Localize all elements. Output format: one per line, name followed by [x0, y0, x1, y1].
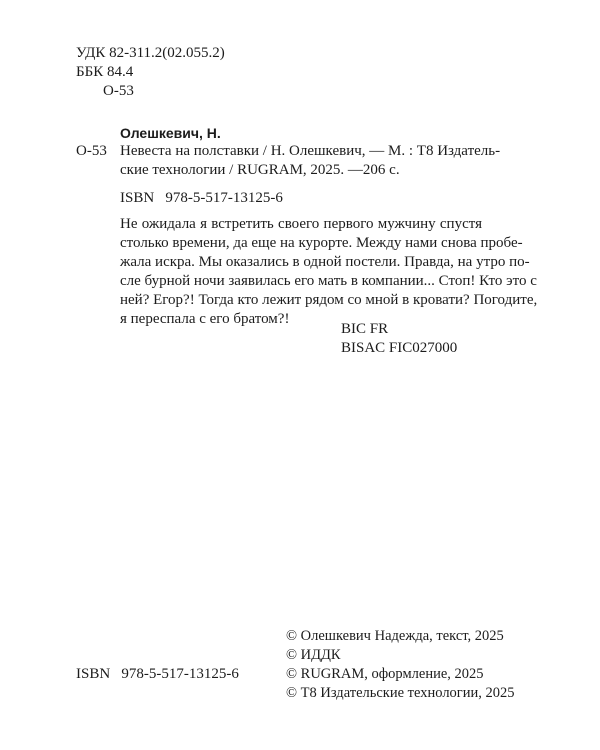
bisac-code: BISAC FIC027000: [341, 340, 458, 356]
copyright-block: [286, 627, 515, 703]
isbn-top: ISBN 978-5-517-13125-6: [120, 190, 283, 206]
annotation-line: сле бурной ночи заявилась его мать в компании... Стоп! Кто это с: [120, 273, 537, 289]
bbk-code: ББК 84.4: [76, 64, 134, 80]
record-line-1: Невеста на полставки / Н. Олешкевич, — М. : Т8 Издатель-: [120, 143, 501, 159]
record-author-mark: О-53: [76, 143, 107, 159]
annotation-line: Не ожидала я встретить своего первого мужчину спустя: [120, 216, 482, 232]
bic-code: BIC FR: [341, 321, 389, 337]
copyright-line: © ИДДК: [286, 647, 341, 663]
annotation-line: ней? Егор?! Тогда кто лежит рядом со мной в кровати? Погодите,: [120, 292, 538, 308]
annotation-line: столько времени, да еще на курорте. Между нами снова пробе-: [120, 235, 523, 251]
copyright-line: © Олешкевич Надежда, текст, 2025: [286, 628, 504, 644]
annotation: [120, 215, 538, 329]
udk-code: УДК 82-311.2(02.055.2): [76, 45, 225, 61]
annotation-line: я переспала с его братом?!: [120, 311, 290, 327]
copyright-line: © Т8 Издательские технологии, 2025: [286, 685, 515, 701]
copyright-line: © RUGRAM, оформление, 2025: [286, 666, 484, 682]
author-mark: О-53: [103, 83, 134, 99]
annotation-line: жала искра. Мы оказались в одной постели. Правда, на утро по-: [120, 254, 530, 270]
author-heading: Олешкевич, Н.: [120, 125, 221, 141]
record-line-2: ские технологии / RUGRAM, 2025. —206 с.: [120, 162, 400, 178]
isbn-bottom: ISBN 978-5-517-13125-6: [76, 666, 239, 682]
